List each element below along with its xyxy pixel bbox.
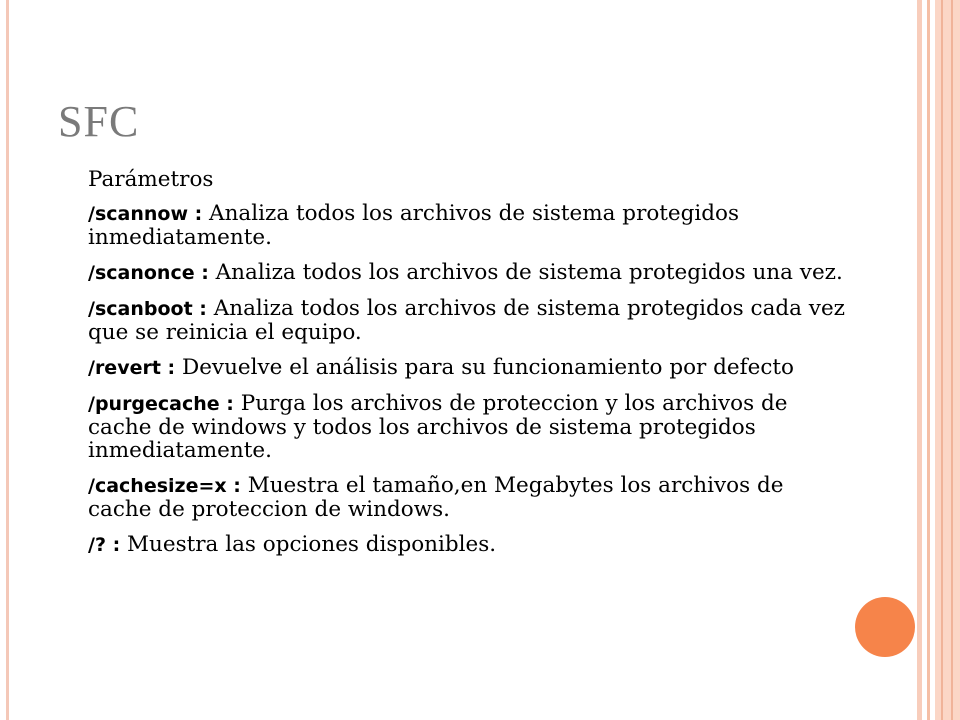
slide-title: SFC: [58, 97, 140, 146]
param-item-scanonce: [88, 261, 848, 285]
param-name: /cachesize=x :: [88, 475, 241, 497]
left-accent-line: [6, 0, 9, 720]
param-item-help: [88, 533, 848, 557]
param-description: Purga los archivos de proteccion y los archivos de cache de windows y todos los archivos de sistema protegidos inmediatamente.: [88, 391, 788, 463]
param-description: Muestra el tamaño,en Megabytes los archivos de cache de proteccion de windows.: [88, 473, 784, 522]
param-description: Analiza todos los archivos de sistema protegidos cada vez que se reinicia el equipo.: [88, 296, 845, 345]
param-name: /scannow :: [88, 203, 203, 225]
parameters-heading: Parámetros: [88, 167, 214, 192]
decorative-band-line: [941, 0, 943, 720]
param-description: Muestra las opciones disponibles.: [120, 532, 497, 557]
param-item-purgecache: [88, 392, 848, 462]
decorative-band-line: [951, 0, 953, 720]
param-name: /scanboot :: [88, 298, 207, 320]
param-description: Analiza todos los archivos de sistema protegidos una vez.: [208, 260, 843, 285]
slide-content: [88, 168, 848, 569]
param-item-scanboot: [88, 297, 848, 344]
param-item-revert: [88, 356, 848, 380]
param-name: /scanonce :: [88, 262, 209, 284]
param-name: /purgecache :: [88, 393, 234, 415]
decorative-band: [935, 0, 960, 720]
param-name: /revert :: [88, 357, 176, 379]
param-name: /? :: [88, 534, 121, 556]
param-description: Analiza todos los archivos de sistema protegidos inmediatamente.: [88, 201, 740, 250]
decorative-circle: [855, 597, 915, 657]
param-item-cachesize: [88, 474, 848, 521]
param-description: Devuelve el análisis para su funcionamiento por defecto: [175, 355, 794, 380]
param-item-scannow: [88, 202, 848, 249]
